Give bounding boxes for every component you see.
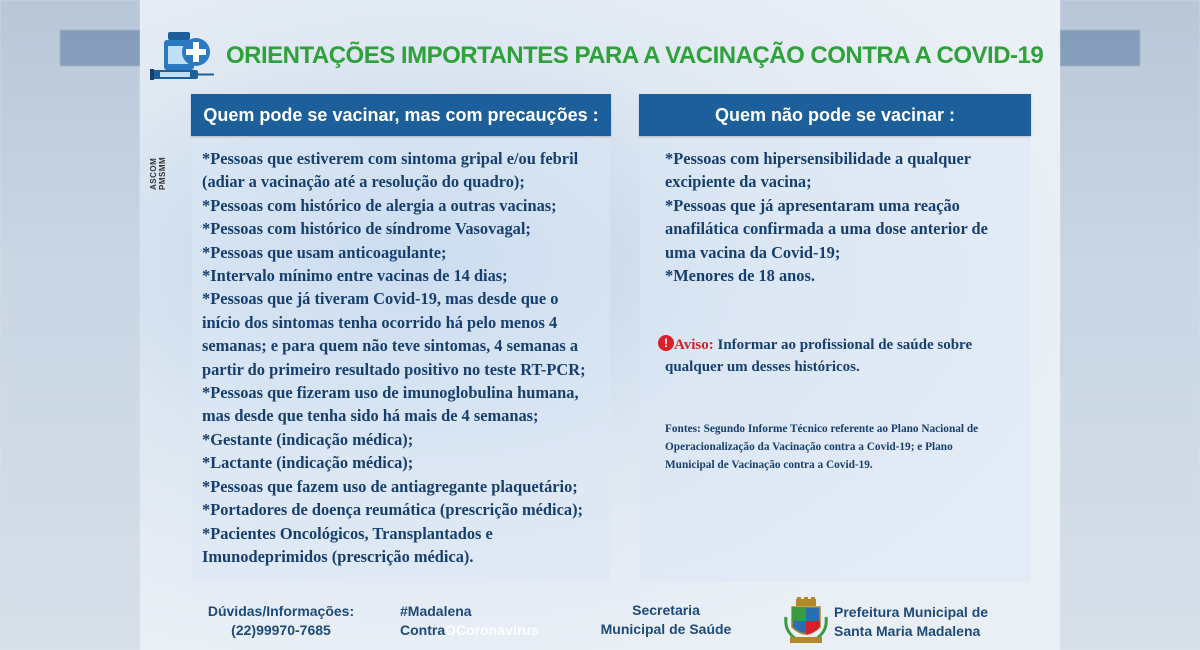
hashtag (400, 602, 538, 640)
list-line: *Portadores de doença reumática (prescrição médica); (202, 500, 583, 520)
list-line: início dos sintomas tenha ocorrido há pelo menos 4 (202, 312, 558, 332)
list-line: semanas; e para quem não teve sintomas, 4 semanas a (202, 336, 579, 356)
contact-phone: (22)99970-7685 (231, 622, 331, 638)
warning-icon: ! (658, 335, 674, 351)
list-line: *Pessoas que fazem uso de antiagregante plaquetário; (202, 476, 578, 496)
list-line: *Intervalo mínimo entre vacinas de 14 dias; (202, 266, 508, 286)
credit-label: ASCOM PMSMM (149, 156, 167, 190)
list-line: Imunodeprimidos (prescrição médica). (202, 546, 474, 566)
hashtag-contra: Contra (400, 622, 446, 638)
hashtag-line1: #Madalena (400, 603, 472, 619)
contact-label: Dúvidas/Informações: (207, 603, 355, 619)
contact-info (196, 602, 366, 640)
list-line: *Pessoas com hipersensibilidade a qualquer (665, 149, 971, 168)
right-column-heading: Quem não pode se vacinar : (639, 94, 1031, 136)
list-line: *Pessoas que já apresentaram uma reação (665, 195, 960, 215)
municipal-crest-icon (784, 597, 828, 645)
list-line: (adiar a vacinação até a resolução do quadro); (202, 172, 525, 192)
blurred-header-bar (1060, 30, 1140, 66)
secretaria-line1: Secretaria (632, 602, 700, 618)
list-line: *Menores de 18 anos. (665, 266, 815, 286)
list-line: *Pessoas com histórico de síndrome Vasovagal; (202, 219, 531, 239)
list-line: partir do primeiro resultado positivo no teste RT-PCR; (202, 359, 586, 379)
left-column-heading: Quem pode se vacinar, mas com precauções : (191, 94, 611, 136)
list-line: *Gestante (indicação médica); (202, 429, 414, 449)
contraindications-list (665, 147, 1025, 287)
blurred-header-bar (60, 30, 140, 66)
warning-text-line2: qualquer um desses históricos. (665, 359, 860, 375)
secretaria (588, 601, 744, 639)
list-line: *Pessoas que já tiveram Covid-19, mas desde que o (202, 289, 559, 309)
sources-line: Municipal de Vacinação contra a Covid-19. (665, 459, 873, 471)
secretaria-line2: Municipal de Saúde (600, 621, 732, 637)
vaccine-syringe-icon (150, 30, 216, 84)
list-line: uma vacina da Covid-19; (665, 242, 841, 262)
blurred-background-left (0, 0, 140, 650)
list-line: *Pacientes Oncológicos, Transplantados e (202, 523, 493, 543)
sources-note (665, 420, 1025, 474)
hashtag-coronavirus: OCoronavírus (445, 622, 539, 638)
list-line: mas desde que tenha sido há mais de 4 semanas; (202, 406, 539, 426)
warning-note (658, 334, 998, 378)
list-line: *Pessoas com histórico de alergia a outras vacinas; (202, 195, 557, 215)
warning-text-line1: Informar ao profissional de saúde sobre (713, 337, 973, 353)
prefeitura-line2: Santa Maria Madalena (834, 623, 981, 639)
prefeitura-line1: Prefeitura Municipal de (834, 604, 989, 620)
warning-label: Aviso: (674, 337, 714, 353)
list-line: *Pessoas que usam anticoagulante; (202, 242, 447, 262)
list-line: anafilática confirmada a uma dose anterior de (665, 219, 988, 239)
list-line: excipiente da vacina; (665, 172, 812, 192)
blurred-background-right (1060, 0, 1200, 650)
list-line: *Pessoas que estiverem com sintoma gripal e/ou febril (202, 149, 579, 168)
list-line: *Lactante (indicação médica); (202, 453, 414, 473)
list-line: *Pessoas que fizeram uso de imunoglobulina humana, (202, 383, 579, 403)
prefeitura-name (834, 603, 1004, 641)
sources-line: Operacionalização da Vacinação contra a Covid-19; e Plano (665, 441, 953, 453)
sources-line: Fontes: Segundo Informe Técnico referente ao Plano Nacional de (665, 423, 979, 435)
page-title: ORIENTAÇÕES IMPORTANTES PARA A VACINAÇÃO CONTRA A COVID-19 (226, 42, 1044, 69)
precautions-list (202, 147, 602, 568)
